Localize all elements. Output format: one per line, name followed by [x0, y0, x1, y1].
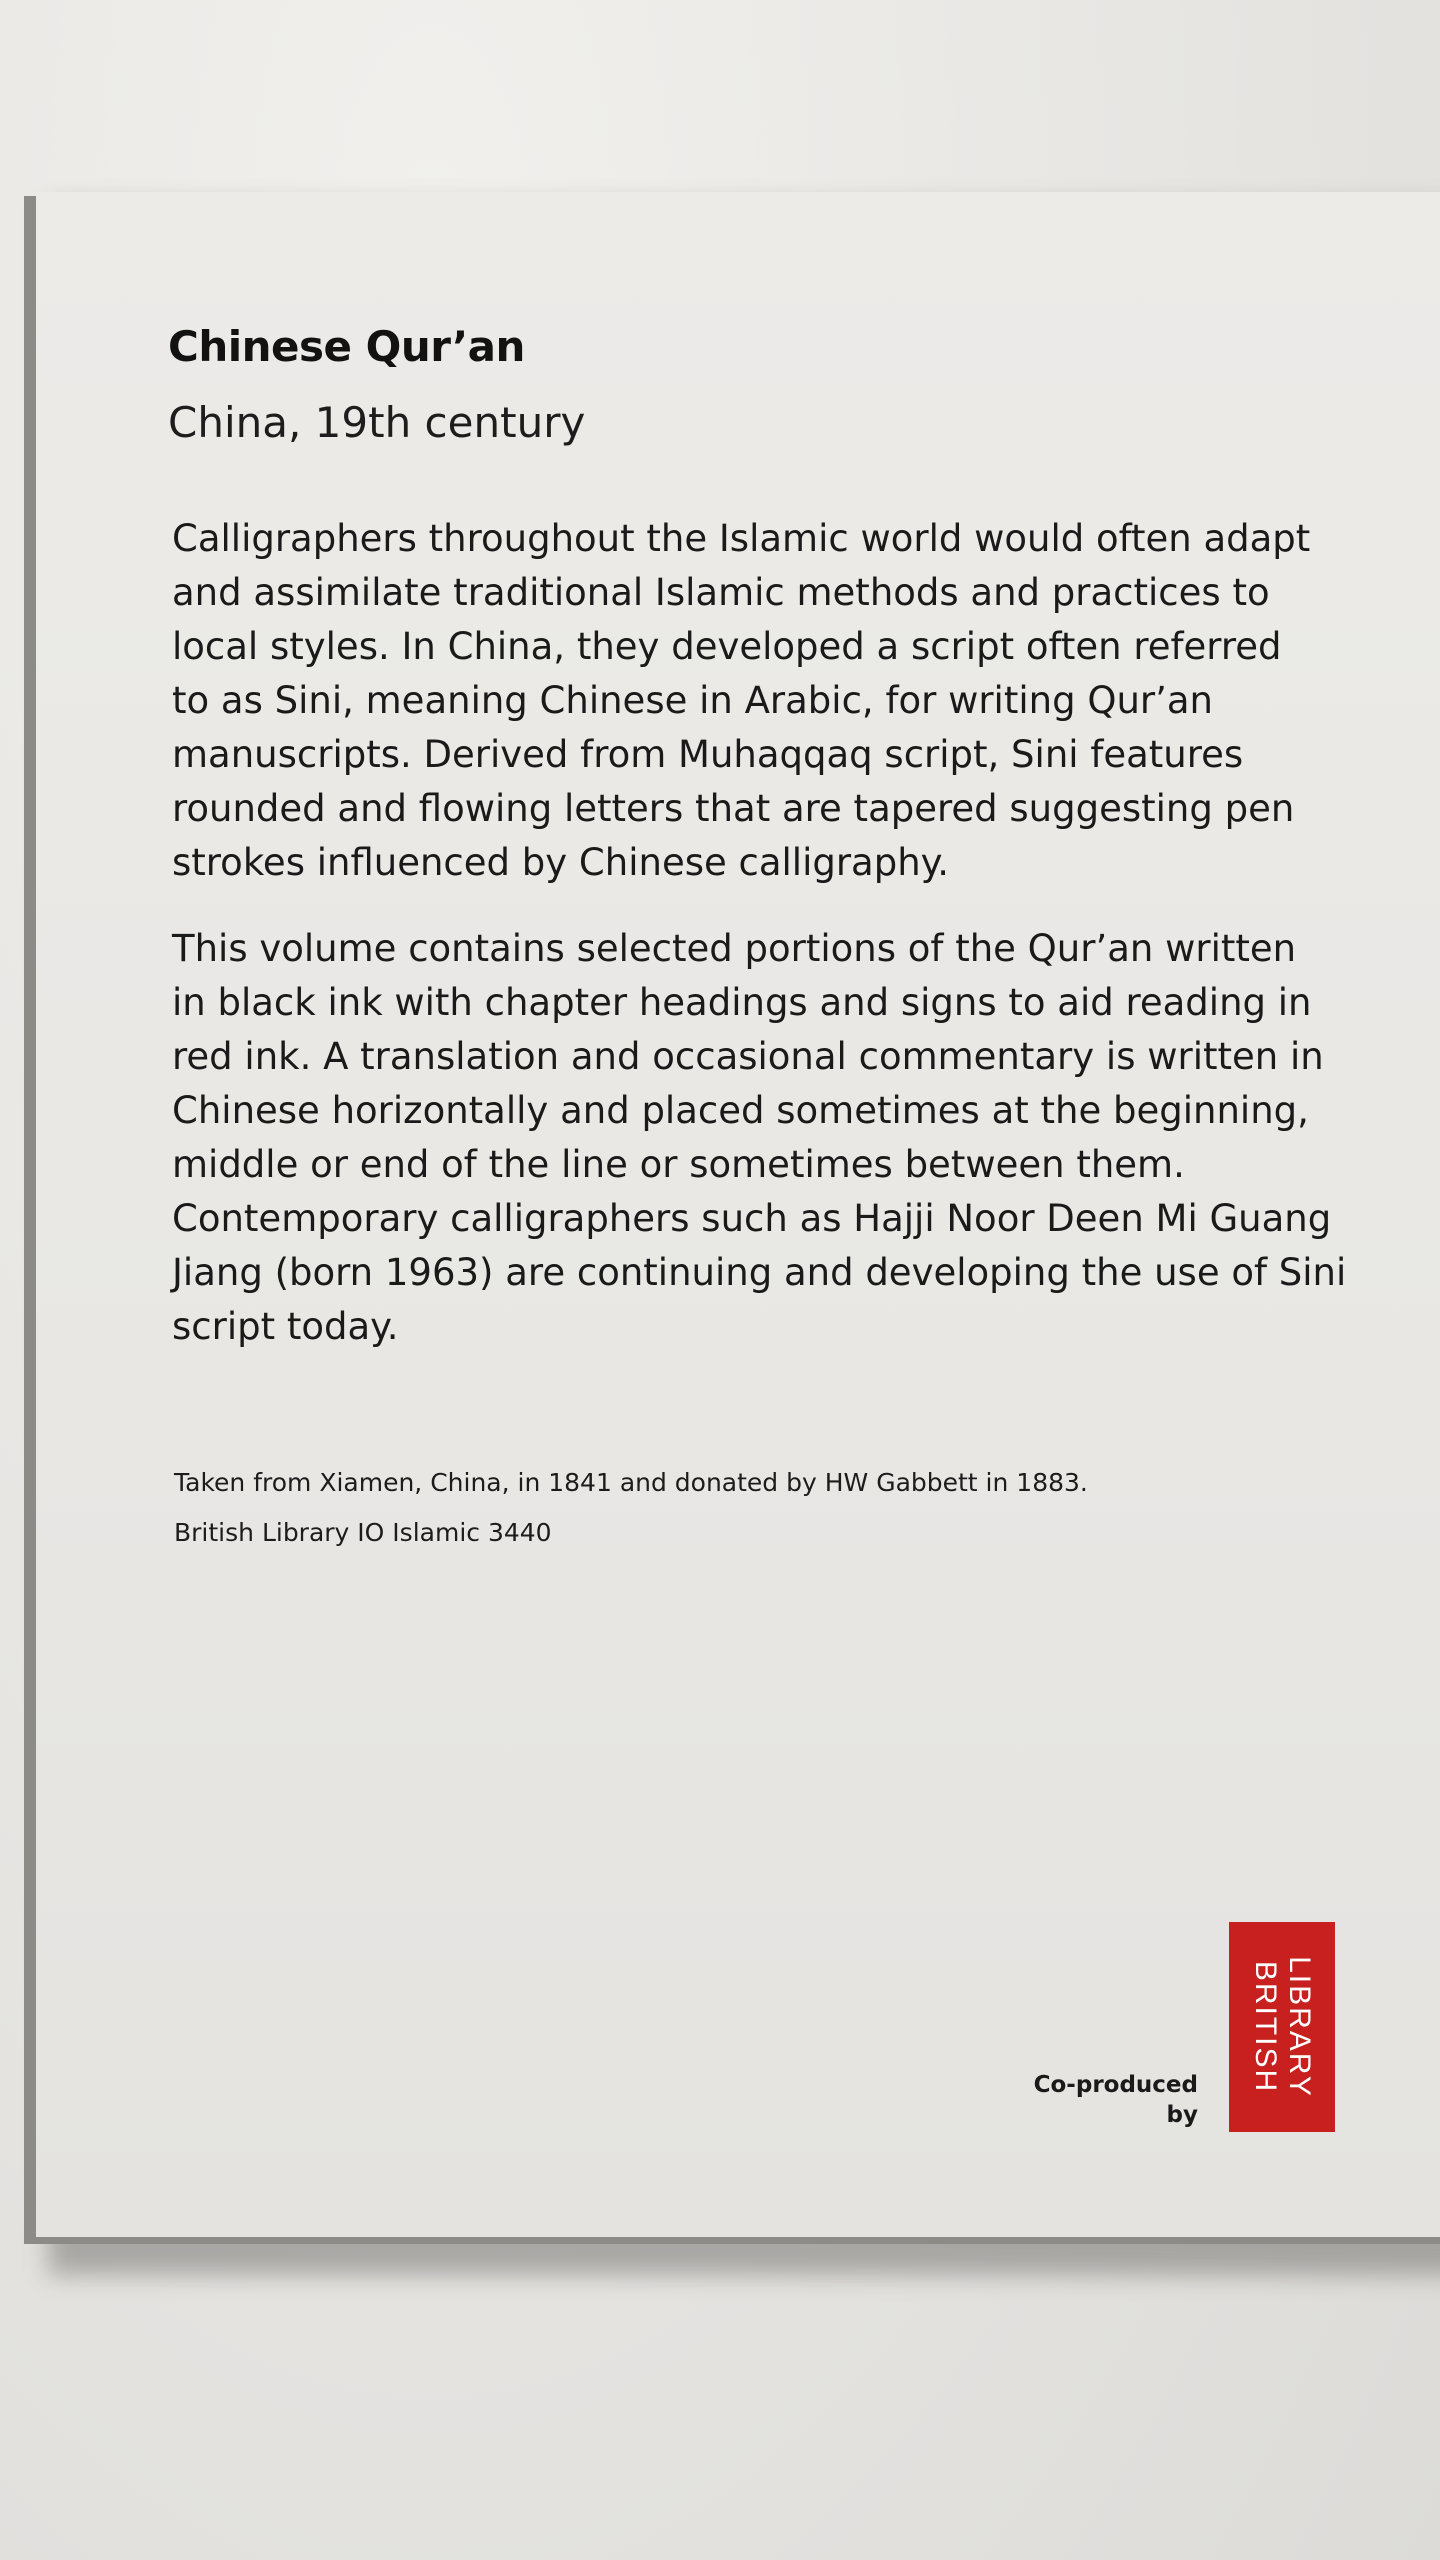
paragraph-line: in black ink with chapter headings and signs to aid reading in	[172, 981, 1312, 1024]
paragraph-line: red ink. A translation and occasional commentary is written in	[172, 1035, 1324, 1078]
description-paragraph-1	[172, 512, 1372, 890]
coproduced-line: by	[1166, 2102, 1198, 2128]
paragraph-line: rounded and flowing letters that are tapered suggesting pen	[172, 787, 1295, 830]
label-title: Chinese Qur’an	[168, 322, 525, 371]
paragraph-line: Chinese horizontally and placed sometimes at the beginning,	[172, 1089, 1309, 1132]
paragraph-line: and assimilate traditional Islamic methods and practices to	[172, 571, 1270, 614]
shelfmark: British Library IO Islamic 3440	[174, 1518, 552, 1547]
coproduced-by-text	[1000, 2070, 1198, 2130]
paragraph-line: Calligraphers throughout the Islamic world would often adapt	[172, 517, 1311, 560]
paragraph-line: script today.	[172, 1305, 399, 1348]
logo-wordmark	[1248, 1927, 1316, 2127]
label-subtitle: China, 19th century	[168, 398, 586, 447]
paragraph-line: local styles. In China, they developed a script often referred	[172, 625, 1282, 668]
paragraph-line: This volume contains selected portions of the Qur’an written	[172, 927, 1297, 970]
paragraph-line: Jiang (born 1963) are continuing and developing the use of Sini	[172, 1251, 1347, 1294]
logo-word: BRITISH	[1249, 1960, 1282, 2094]
provenance-credit: Taken from Xiamen, China, in 1841 and donated by HW Gabbett in 1883.	[174, 1468, 1088, 1497]
description-paragraph-2	[172, 922, 1372, 1354]
paragraph-line: manuscripts. Derived from Muhaqqaq script, Sini features	[172, 733, 1244, 776]
paragraph-line: strokes influenced by Chinese calligraphy.	[172, 841, 950, 884]
logo-word: LIBRARY	[1283, 1956, 1316, 2098]
coproduced-line: Co-produced	[1033, 2072, 1198, 2098]
paragraph-line: middle or end of the line or sometimes between them.	[172, 1143, 1185, 1186]
paragraph-line: to as Sini, meaning Chinese in Arabic, for writing Qur’an	[172, 679, 1213, 722]
british-library-logo	[1229, 1922, 1335, 2132]
paragraph-line: Contemporary calligraphers such as Hajji Noor Deen Mi Guang	[172, 1197, 1332, 1240]
